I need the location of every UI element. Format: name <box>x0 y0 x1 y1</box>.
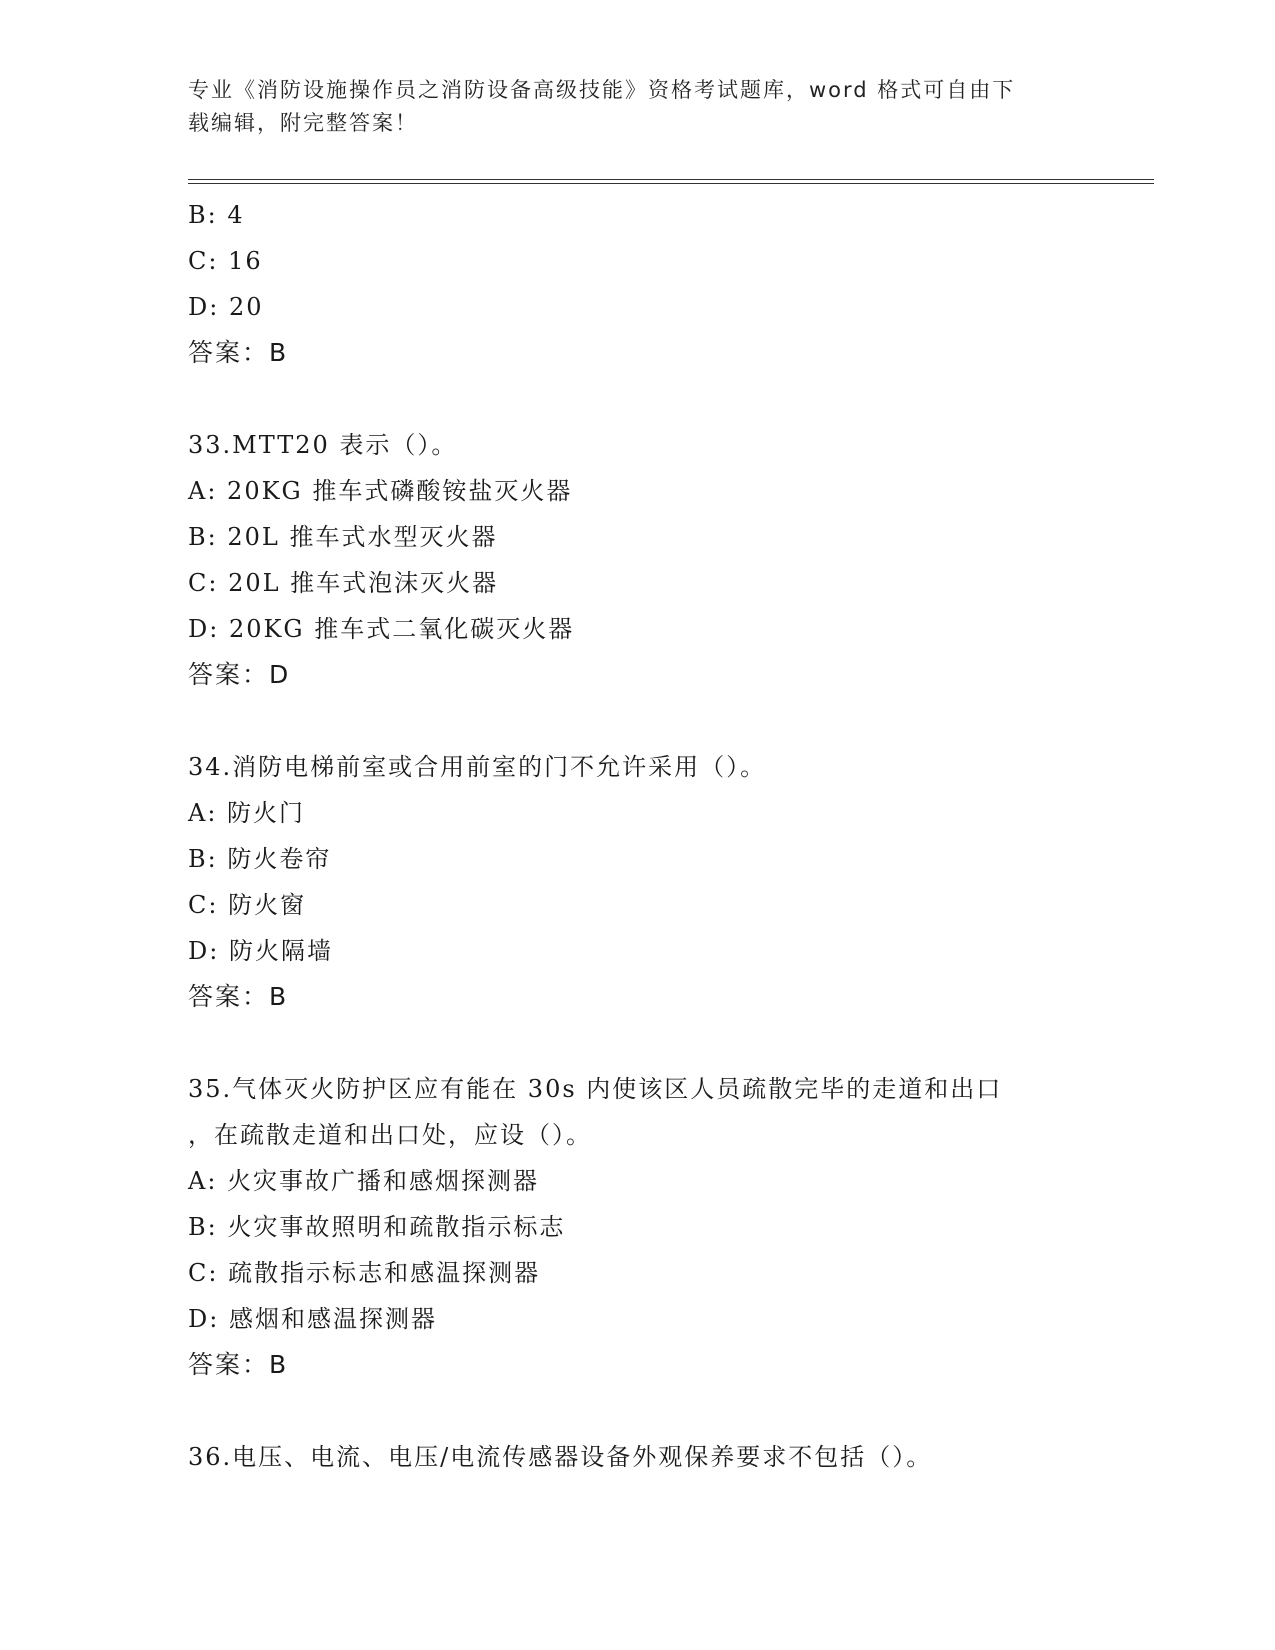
question-text: 33.MTT20 表示（）。 <box>188 431 458 459</box>
question-35 <box>188 1066 1088 1388</box>
spacer <box>188 1020 1088 1066</box>
option-a: A: 防火门 <box>188 799 306 827</box>
question-text-line-1: 35.气体灭火防护区应有能在 30s 内使该区人员疏散完毕的走道和出口 <box>188 1075 1003 1103</box>
header-line-2: 载编辑，附完整答案！ <box>188 111 418 135</box>
question-text-line-2: ，在疏散走道和出口处，应设（）。 <box>188 1121 592 1149</box>
question-34 <box>188 744 1088 1020</box>
option-d: D: 20KG 推车式二氧化碳灭火器 <box>188 615 575 643</box>
option-c: C: 疏散指示标志和感温探测器 <box>188 1259 541 1287</box>
header-line-1: 专业《消防设施操作员之消防设备高级技能》资格考试题库，word 格式可自由下 <box>188 78 1016 102</box>
option-c: C: 防火窗 <box>188 891 307 919</box>
answer: 答案：B <box>188 982 289 1011</box>
question-36 <box>188 1434 1088 1480</box>
spacer <box>188 376 1088 422</box>
spacer <box>188 1388 1088 1434</box>
spacer <box>188 698 1088 744</box>
option-b: B: 4 <box>188 201 245 229</box>
header-rule-bottom <box>188 183 1154 184</box>
option-a: A: 火灾事故广播和感烟探测器 <box>188 1167 540 1195</box>
answer: 答案：D <box>188 660 291 689</box>
option-c: C: 20L 推车式泡沫灭火器 <box>188 569 499 597</box>
option-b: B: 火灾事故照明和疏散指示标志 <box>188 1213 566 1241</box>
header-rule-top <box>188 179 1154 180</box>
question-32-tail <box>188 192 1088 376</box>
option-a: A: 20KG 推车式磷酸铵盐灭火器 <box>188 477 573 505</box>
option-d: D: 20 <box>188 293 264 321</box>
answer: 答案：B <box>188 338 289 367</box>
option-d: D: 防火隔墙 <box>188 937 333 965</box>
option-b: B: 防火卷帘 <box>188 845 332 873</box>
question-list <box>188 192 1088 1480</box>
question-text: 36.电压、电流、电压/电流传感器设备外观保养要求不包括（）。 <box>188 1443 933 1471</box>
question-33 <box>188 422 1088 698</box>
document-header <box>188 74 1068 140</box>
answer: 答案：B <box>188 1350 289 1379</box>
question-text: 34.消防电梯前室或合用前室的门不允许采用（）。 <box>188 753 767 781</box>
option-d: D: 感烟和感温探测器 <box>188 1305 437 1333</box>
option-b: B: 20L 推车式水型灭火器 <box>188 523 498 551</box>
option-c: C: 16 <box>188 247 263 275</box>
